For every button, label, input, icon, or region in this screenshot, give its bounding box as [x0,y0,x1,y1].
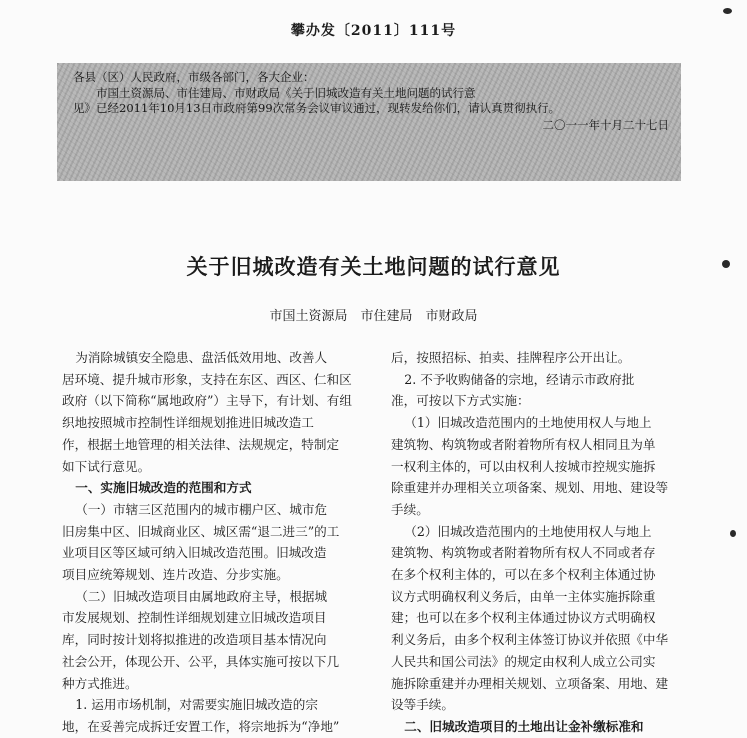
notice-date: 二〇一一年十月二十七日 [542,117,669,132]
forwarding-notice [57,63,681,181]
issuing-agencies: 市国土资源局 市住建局 市财政局 [269,309,478,324]
paragraph: 后，按照招标、拍卖、挂牌程序公开出让。 [391,350,631,365]
paragraph: 1. 运用市场机制，对需要实施旧城改造的宗 地，在妥善完成拆迁安置工作，将宗地拆为“净地” [62,697,340,734]
document-number: 攀办发〔2011〕111号 [290,23,457,39]
scan-mark [722,260,730,268]
paragraph: 为消除城镇安全隐患、盘活低效用地、改善人 居环境、提升城市形象，支持在东区、西区、仁和区 政府（以下简称“属地政府”）主导下，有计划、有组 织地按照城市控制性详细规划推进旧城改造工 作，根据土地管理的相关法律、法规规定，特制定 如下试行意见。 [62,350,352,474]
section-heading: 二、旧城改造项目的土地出让金补缴标准和 [404,718,644,734]
paragraph: 2. 不予收购储备的宗地，经请示市政府批 准，可按以下方式实施： [391,371,635,409]
document-title: 关于旧城改造有关土地问题的试行意见 [186,254,561,279]
left-column [62,347,370,738]
section-heading: 一、实施旧城改造的范围和方式 [75,480,252,496]
right-column [391,347,703,738]
notice-line: 见》已经2011年10月13日市政府第99次常务会议审议通过，现转发给你们，请认真贯彻执行。 [73,101,561,115]
paragraph: （2）旧城改造范围内的土地使用权人与地上 建筑物、构筑物或者附着物所有权人不同或者存 在多个权利主体的，可以在多个权利主体通过协 议方式明确权利义务后，由单一主体实施拆除重 建；也可以在多个权利主体通过协议方式明确权 利义务后，由多个权利主体签订协议并依照《中华 人民共和国公司法》的规定由权利人成立公司实 施拆除重建并办理相关规划、立项备案、用地、建 设等手续。 [391,523,669,713]
notice-line: 各县（区）人民政府，市级各部门，各大企业： [73,70,315,84]
scan-mark [730,530,736,537]
scan-mark [723,8,732,14]
paragraph: （一）市辖三区范围内的城市棚户区、城市危 旧房集中区、旧城商业区、城区需“退二进三”的工 业项目区等区域可纳入旧城改造范围。旧城改造 项目应统筹规划、连片改造、分步实施。 [62,501,340,583]
paragraph: （二）旧城改造项目由属地政府主导，根据城 市发展规划、控制性详细规划建立旧城改造项目 库，同时按计划将拟推进的改造项目基本情况向 社会公开，体现公开、公平，具体实施可按以下几 种方式推进。 [62,588,340,691]
paragraph: （1）旧城改造范围内的土地使用权人与地上 建筑物、构筑物或者附着物所有权人相同且为单 一权利主体的，可以由权利人按城市控规实施拆 除重建并办理相关立项备案、规划、用地、建设等 手续。 [391,415,669,517]
notice-line: 市国土资源局、市住建局、市财政局《关于旧城改造有关土地问题的试行意 [73,85,476,100]
